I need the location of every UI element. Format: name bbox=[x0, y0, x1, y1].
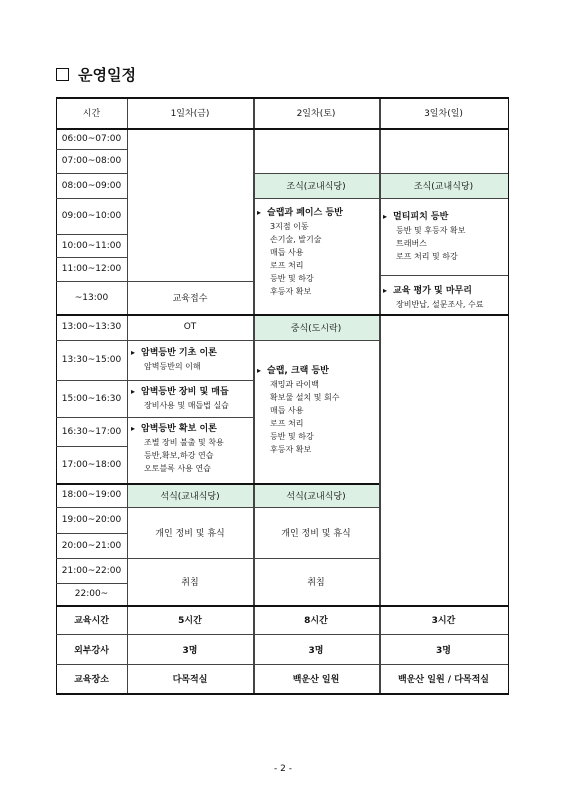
summary-value: 5시간 bbox=[178, 616, 202, 626]
col-header-day1: 1일차(금) bbox=[170, 109, 210, 119]
day1-block-basic-theory: ▸ 암벽등반 기초 이론 암벽등반의 이해 bbox=[131, 346, 253, 373]
row-divider bbox=[56, 380, 253, 381]
table-border-left bbox=[56, 97, 57, 693]
time-slot: 18:00~19:00 bbox=[61, 490, 122, 500]
page-number: - 2 - bbox=[274, 764, 292, 774]
row-divider bbox=[253, 198, 508, 199]
row-divider bbox=[56, 281, 253, 282]
time-slot: 22:00~ bbox=[74, 589, 109, 599]
row-divider bbox=[56, 340, 379, 341]
time-slot: 21:00~22:00 bbox=[61, 565, 122, 576]
summary-value: 다목적실 bbox=[172, 675, 208, 685]
day2-sleep: 취침 bbox=[307, 578, 325, 588]
table-border-bottom bbox=[56, 693, 509, 695]
time-slot: 13:00~13:30 bbox=[61, 322, 122, 332]
row-divider bbox=[56, 314, 508, 316]
day3-breakfast: 조식(교내식당) bbox=[379, 173, 508, 198]
summary-label: 교육시간 bbox=[74, 616, 109, 626]
row-divider bbox=[56, 483, 379, 485]
time-slot: 11:00~12:00 bbox=[61, 264, 122, 274]
col-header-time: 시간 bbox=[82, 109, 101, 119]
summary-value: 백운산 일원 / 다목적실 bbox=[398, 675, 489, 685]
time-slot: 08:00~09:00 bbox=[61, 180, 122, 191]
day2-dinner: 석식(교내식당) bbox=[253, 483, 379, 507]
time-slot: 20:00~21:00 bbox=[61, 540, 122, 551]
row-divider bbox=[56, 198, 127, 199]
col-divider bbox=[253, 97, 255, 693]
day1-ot: OT bbox=[183, 322, 197, 332]
section-title bbox=[56, 64, 136, 85]
time-slot: 13:30~15:00 bbox=[61, 355, 122, 365]
section-title-text: 운영일정 bbox=[78, 66, 136, 84]
col-header-day3: 3일차(일) bbox=[424, 109, 463, 119]
header-divider bbox=[56, 128, 508, 130]
day1-rest: 개인 정비 및 휴식 bbox=[155, 529, 225, 539]
time-slot: 09:00~10:00 bbox=[61, 211, 122, 221]
row-divider bbox=[56, 533, 127, 534]
day1-block-belay-theory: ▸ 암벽등반 확보 이론 조별 장비 불출 및 착용 등반,확보,하강 연습 오토블록 사용 연습 bbox=[131, 422, 253, 475]
time-slot: 19:00~20:00 bbox=[61, 515, 122, 525]
summary-label: 교육장소 bbox=[74, 675, 109, 685]
row-divider bbox=[56, 558, 379, 559]
col-header-day2: 2일차(토) bbox=[296, 109, 336, 119]
time-slot: 16:30~17:00 bbox=[61, 426, 122, 437]
day1-block-gear-knots: ▸ 암벽등반 장비 및 매듭 장비사용 및 매듭법 실습 bbox=[131, 385, 253, 412]
table-border-top bbox=[56, 97, 508, 99]
row-divider bbox=[56, 417, 253, 418]
row-divider bbox=[56, 634, 508, 635]
time-slot: 07:00~08:00 bbox=[61, 156, 122, 166]
day2-rest: 개인 정비 및 휴식 bbox=[281, 529, 351, 539]
day2-block-afternoon: ▸ 슬랩, 크랙 등반 재밍과 라이백 확보물 설치 및 회수 매듭 사용 로프 처리 등반 및 하강 후등자 확보 bbox=[257, 364, 379, 456]
col-divider bbox=[127, 97, 128, 693]
summary-label: 외부강사 bbox=[74, 645, 109, 656]
row-divider bbox=[56, 234, 127, 235]
time-slot: 15:00~16:30 bbox=[61, 393, 122, 404]
day3-block-morning: ▸ 멀티피치 등반 등반 및 후등자 확보 트래버스 로프 처리 및 하강 bbox=[383, 210, 508, 263]
summary-value: 8시간 bbox=[304, 616, 328, 626]
day2-lunch: 중식(도시락) bbox=[253, 314, 379, 340]
row-divider bbox=[56, 507, 379, 508]
summary-value: 3명 bbox=[436, 645, 451, 656]
summary-value: 백운산 일원 bbox=[292, 675, 340, 685]
row-divider bbox=[56, 149, 127, 150]
table-border-right bbox=[508, 97, 509, 693]
day1-sleep: 취침 bbox=[181, 578, 199, 588]
row-divider bbox=[56, 173, 127, 174]
row-divider bbox=[56, 583, 127, 584]
row-divider bbox=[379, 275, 508, 276]
summary-value: 3명 bbox=[182, 645, 198, 656]
row-divider bbox=[56, 257, 127, 258]
col-divider bbox=[379, 97, 381, 693]
checkbox-square-icon bbox=[56, 68, 69, 81]
row-divider bbox=[253, 173, 508, 174]
time-slot: 10:00~11:00 bbox=[61, 240, 122, 251]
day2-breakfast: 조식(교내식당) bbox=[253, 173, 379, 198]
schedule-table bbox=[56, 97, 508, 693]
summary-value: 3명 bbox=[308, 645, 324, 656]
day1-reception: 교육접수 bbox=[172, 294, 208, 304]
time-slot: ~13:00 bbox=[74, 292, 109, 303]
time-slot: 06:00~07:00 bbox=[61, 133, 122, 144]
day3-block-closing: ▸ 교육 평가 및 마무리 장비반납, 설문조사, 수료 bbox=[383, 284, 508, 311]
summary-divider bbox=[56, 605, 508, 607]
day1-dinner: 석식(교내식당) bbox=[127, 483, 253, 507]
row-divider bbox=[56, 664, 508, 665]
summary-value: 3시간 bbox=[431, 616, 456, 626]
row-divider bbox=[56, 446, 127, 447]
day2-block-morning: ▸ 슬랩과 페이스 등반 3지점 이동 손기술, 발기술 매듭 사용 로프 처리 등반 및 하강 후등자 확보 bbox=[257, 206, 379, 298]
time-slot: 17:00~18:00 bbox=[61, 459, 122, 470]
